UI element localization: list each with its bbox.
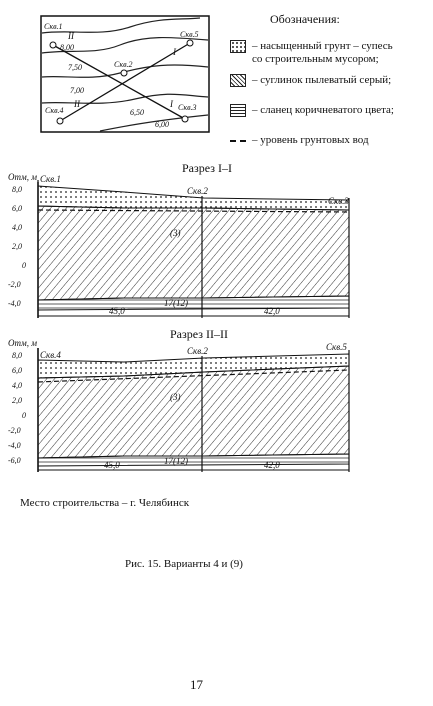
swatch-hatched — [230, 74, 246, 87]
section-line-1 — [53, 45, 185, 119]
well-marker — [50, 42, 56, 48]
groundwater-dash-icon — [230, 140, 246, 142]
site-location: Место строительства – г. Челябинск — [20, 497, 190, 509]
well-label: Скв.3 — [328, 196, 349, 206]
axis-label: Отм, м — [8, 172, 37, 182]
well-label: Скв.5 — [180, 30, 199, 39]
legend-item-label: – насыщенный грунт – супесь — [252, 40, 393, 52]
contour-label: 6,00 — [155, 120, 169, 129]
tick-label: 2,0 — [12, 242, 22, 251]
legend-item-label: – сланец коричневатого цвета; — [252, 104, 394, 116]
contour-label: 8,00 — [60, 43, 74, 52]
distance-label: 42,0 — [264, 460, 280, 470]
cross-section-2 — [4, 336, 364, 476]
site-plan-map — [40, 15, 210, 133]
tick-label: 8,0 — [12, 185, 22, 194]
layer-label: (3) — [170, 392, 181, 402]
well-label: Скв.3 — [178, 103, 197, 112]
tick-label: -2,0 — [8, 280, 21, 289]
well-label: Скв.4 — [40, 350, 61, 360]
legend-item-label: со строительным мусором; — [252, 53, 379, 65]
distance-label: 45,0 — [104, 460, 120, 470]
well-label: Скв.1 — [44, 22, 63, 31]
layer-label: (3) — [170, 228, 181, 238]
well-marker — [187, 40, 193, 46]
tick-label: 2,0 — [12, 396, 22, 405]
legend-item-groundwater — [230, 134, 430, 149]
swatch-dotted — [230, 40, 246, 53]
tick-label: 6,0 — [12, 204, 22, 213]
tick-label: 4,0 — [12, 381, 22, 390]
contour-label: 6,50 — [130, 108, 144, 117]
tick-label: -4,0 — [8, 441, 21, 450]
tick-label: 6,0 — [12, 366, 22, 375]
legend-item-label: – уровень грунтовых вод — [252, 134, 369, 146]
contour-label: 7,00 — [70, 86, 84, 95]
loam-layer — [38, 206, 349, 300]
legend-item-shale — [230, 104, 430, 119]
tick-label: 4,0 — [12, 223, 22, 232]
well-marker — [182, 116, 188, 122]
section-mark: II — [74, 99, 80, 109]
well-label: Скв.5 — [326, 342, 347, 352]
tick-label: -4,0 — [8, 299, 21, 308]
figure-caption: Рис. 15. Варианты 4 и (9) — [125, 558, 243, 570]
tick-labels — [8, 185, 26, 308]
legend-item-fill — [230, 40, 430, 68]
legend-title: Обозначения: — [270, 12, 340, 26]
page-number: 17 — [190, 677, 203, 692]
well-label: Скв.2 — [114, 60, 133, 69]
distance-label: 45,0 — [109, 306, 125, 316]
well-label: Скв.4 — [45, 106, 64, 115]
loam-layer — [38, 366, 349, 458]
contour-line — [100, 115, 208, 131]
tick-label: 0 — [22, 411, 26, 420]
contour-line — [42, 94, 208, 103]
section-title: Разрез I–I — [182, 161, 232, 175]
axis-label: Отм, м — [8, 338, 37, 348]
section-title: Разрез II–II — [170, 327, 228, 341]
tick-label: 8,0 — [12, 351, 22, 360]
contour-label: 7,50 — [68, 63, 82, 72]
well-marker — [121, 70, 127, 76]
tick-label: -2,0 — [8, 426, 21, 435]
section-mark: II — [68, 31, 74, 41]
well-label: Скв.1 — [40, 174, 61, 184]
tick-label: 0 — [22, 261, 26, 270]
well-label: Скв.2 — [187, 186, 208, 196]
contour-line — [42, 18, 200, 33]
section-mark: I — [173, 47, 176, 57]
tick-label: -6,0 — [8, 456, 21, 465]
cross-section-1 — [4, 170, 364, 322]
legend-item-loam — [230, 74, 430, 89]
legend-item-label: – суглинок пылеватый серый; — [252, 74, 392, 86]
section-line-2 — [60, 43, 190, 121]
swatch-lined — [230, 104, 246, 117]
tick-labels — [8, 351, 26, 465]
well-label: Скв.2 — [187, 346, 208, 356]
bottom-label: 17(12) — [164, 456, 188, 466]
distance-label: 42,0 — [264, 306, 280, 316]
section-mark: I — [170, 99, 173, 109]
bottom-label: 17(12) — [164, 298, 188, 308]
well-marker — [57, 118, 63, 124]
